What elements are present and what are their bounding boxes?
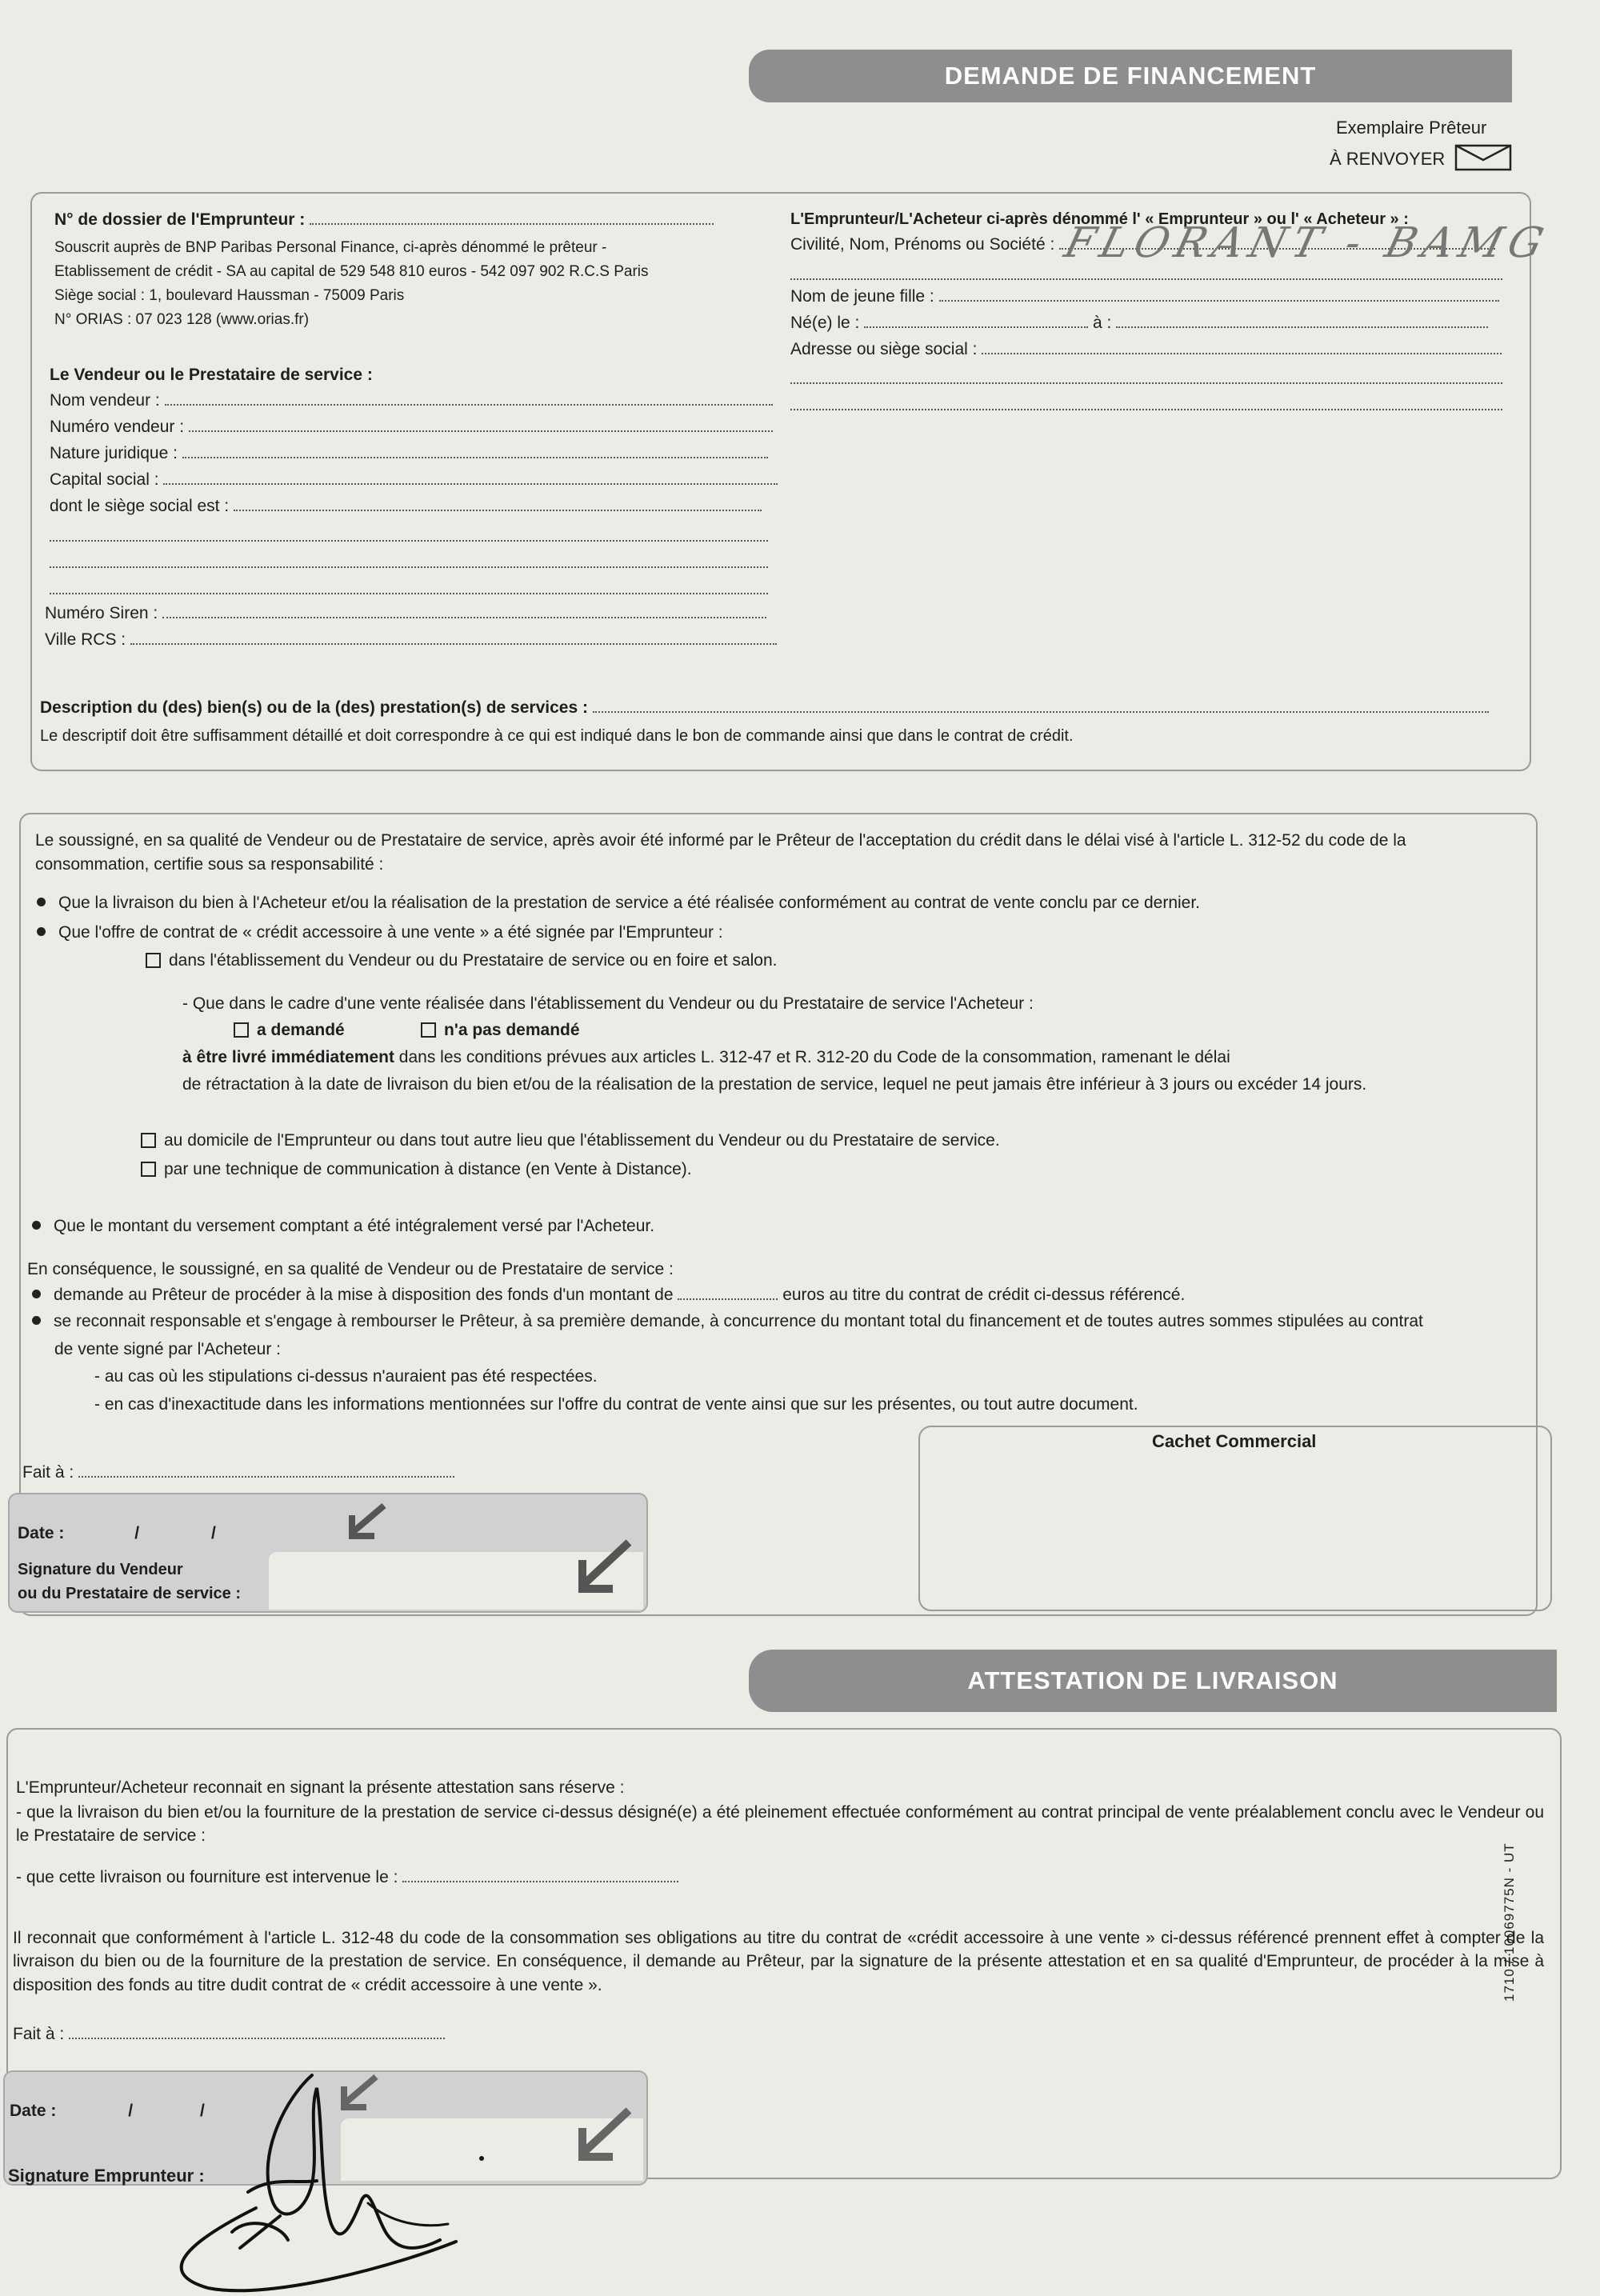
- bullet-signed: [37, 922, 723, 943]
- borrower-made-at: [13, 2024, 445, 2045]
- seller-seat-line-2[interactable]: [50, 540, 768, 542]
- option-home: [141, 1130, 1000, 1151]
- establishment-checkbox[interactable]: [146, 953, 161, 968]
- distance-checkbox[interactable]: [141, 1162, 156, 1177]
- lender-line-3: Siège social : 1, boulevard Haussman - 75009 Paris: [54, 287, 405, 304]
- lender-line-4: N° ORIAS : 07 023 128 (www.orias.fr): [54, 311, 310, 328]
- seller-heading: Le Vendeur ou le Prestataire de service :: [50, 366, 373, 384]
- seller-rcs-field[interactable]: [130, 643, 777, 645]
- delivery-date-label: - que cette livraison ou fourniture est intervenue le :: [16, 1868, 398, 1886]
- seller-rcs-row: [45, 630, 777, 650]
- not-asked-checkbox[interactable]: [421, 1022, 436, 1038]
- bullet-payment: [32, 1216, 654, 1237]
- made-at-label: Fait à :: [22, 1463, 74, 1482]
- certification-intro: Le soussigné, en sa qualité de Vendeur ou de Prestataire de service, après avoir été informé par le Prêteur de l'acceptation du crédit dans le délai visé à l'article L. 312-52 du code de la consommation, certifie sous sa responsabilité :: [35, 831, 1406, 874]
- attestation-item-2: [16, 1867, 678, 1888]
- description-label: Description du (des) bien(s) ou de la (des) prestation(s) de services :: [40, 698, 588, 717]
- address-line-3[interactable]: [790, 409, 1502, 410]
- seller-siren-row: [45, 603, 766, 624]
- seller-sig-line-1: Signature du Vendeur: [18, 1561, 183, 1578]
- document-title: DEMANDE DE FINANCEMENT: [944, 62, 1317, 90]
- seller-capital-field[interactable]: [163, 483, 778, 485]
- dossier-text: N° de dossier de l'Emprunteur :: [54, 210, 306, 229]
- bullet-delivery-text: Que la livraison du bien à l'Acheteur et/ou la réalisation de la prestation de service a été réalisée conformément au contrat de vente conclu par ce dernier.: [58, 894, 1201, 912]
- maiden-label: Nom de jeune fille :: [790, 287, 934, 306]
- asked-text: a demandé: [257, 1021, 345, 1039]
- dash-line-2: - en cas d'inexactitude dans les informations mentionnées sur l'offre du contrat de vente ainsi que sur les présentes, ou tout autre document.: [94, 1395, 1138, 1414]
- delivered-rest: dans les conditions prévues aux articles L. 312-47 et R. 312-20 du Code de la consommation, ramenant le délai: [398, 1048, 1230, 1066]
- borrower-made-at-field[interactable]: [69, 2038, 445, 2039]
- seller-rcs-label: Ville RCS :: [45, 630, 126, 649]
- responsibility-text: se reconnait responsable et s'engage à rembourser le Prêteur, à sa première demande, à concurrence du montant total du financement et de toutes autres sommes stipulées au contrat: [54, 1312, 1423, 1330]
- description-row: [40, 698, 1489, 718]
- seller-date-label: Date :: [18, 1524, 65, 1542]
- attestation-title: ATTESTATION DE LIVRAISON: [967, 1666, 1338, 1694]
- seller-seat-line-3[interactable]: [50, 566, 768, 568]
- bullet-dot: [32, 1316, 41, 1325]
- seller-name-row: [50, 390, 773, 411]
- envelope-icon: [1454, 144, 1512, 171]
- civility-label: Civilité, Nom, Prénoms ou Société :: [790, 235, 1055, 254]
- maiden-row: [790, 286, 1499, 307]
- borrower-handwritten-signature: [160, 2064, 496, 2296]
- sign-here-arrow-icon: [563, 1536, 640, 1605]
- bullet-dot: [32, 1290, 41, 1298]
- civility-handwritten: FLORANT - BAMG: [1059, 219, 1554, 267]
- seller-date-row: Date : / /: [18, 1524, 216, 1542]
- distance-text: par une technique de communication à distance (en Vente à Distance).: [164, 1160, 692, 1178]
- return-text: À RENVOYER: [1330, 149, 1446, 169]
- sub-intro: - Que dans le cadre d'une vente réalisée dans l'établissement du Vendeur ou du Prestataire de service l'Acheteur :: [182, 994, 1034, 1013]
- seller-siren-label: Numéro Siren :: [45, 604, 158, 622]
- borrower-date-row: Date : / /: [10, 2102, 205, 2120]
- dash-line-1: - au cas où les stipulations ci-dessus n'auraient pas été respectées.: [94, 1367, 598, 1386]
- option-establishment: [146, 950, 777, 971]
- seller-number-field[interactable]: [189, 430, 773, 432]
- bullet-dot: [37, 898, 46, 906]
- borrower-made-at-label: Fait à :: [13, 2025, 65, 2043]
- attestation-item-1: - que la livraison du bien et/ou la fourniture de la prestation de service ci-dessus désigné(e) a été pleinement effectuée conformément au contrat principal de vente préalablement conclu avec le Vendeur ou le Prestataire de service :: [16, 1803, 1544, 1845]
- address-line-2[interactable]: [790, 382, 1502, 384]
- attestation-paragraph: Il reconnait que conformément à l'article L. 312-48 du code de la consommation ses obligations au titre du contrat de «crédit accessoire à une vente » ci-dessus référencé prennent effet à compter de la livraison du bien ou de la fourniture de la prestation de service. En conséquence, il demande au Prêteur, par la signature de la présente attestation et en sa qualité d'Emprunteur, de procéder à la mise à disposition des fonds au titre dudit contrat de « crédit accessoire à une vente ».: [13, 1929, 1544, 1994]
- description-field[interactable]: [593, 711, 1489, 713]
- seller-legal-row: [50, 443, 768, 464]
- born-row: [790, 313, 1488, 334]
- return-label: [1330, 144, 1512, 171]
- bullet-payment-text: Que le montant du versement comptant a été intégralement versé par l'Acheteur.: [54, 1217, 655, 1235]
- copy-label: Exemplaire Prêteur: [1336, 118, 1487, 138]
- delivered-line: [182, 1047, 1230, 1068]
- seller-capital-label: Capital social :: [50, 470, 159, 489]
- seller-siren-field[interactable]: [162, 617, 766, 618]
- dossier-field[interactable]: [310, 223, 714, 225]
- side-reference: 1710 / 10069775N - UT: [1502, 1842, 1517, 2002]
- responsibility-line: [32, 1311, 1423, 1332]
- attestation-intro: L'Emprunteur/Acheteur reconnait en signant la présente attestation sans réserve :: [16, 1778, 625, 1797]
- option-distance: [141, 1159, 692, 1180]
- request-line: [32, 1285, 1185, 1306]
- delivered-bold: à être livré immédiatement: [182, 1048, 394, 1066]
- borrower-date-label: Date :: [10, 2102, 57, 2120]
- bullet-dot: [32, 1221, 41, 1230]
- lender-line-2: Etablissement de crédit - SA au capital de 529 548 810 euros - 542 097 902 R.C.S Paris: [54, 263, 649, 280]
- asked-checkbox[interactable]: [234, 1022, 249, 1038]
- maiden-field[interactable]: [939, 300, 1499, 302]
- responsibility-line-2: de vente signé par l'Acheteur :: [54, 1340, 282, 1358]
- seller-seat-line-4[interactable]: [50, 593, 768, 594]
- borrower-sig-label: Signature Emprunteur :: [8, 2166, 205, 2186]
- bullet-dot: [37, 927, 46, 936]
- dossier-label: [54, 210, 714, 230]
- sign-here-arrow-icon: [563, 2104, 640, 2173]
- born-place-field[interactable]: [1116, 326, 1488, 328]
- seller-legal-field[interactable]: [182, 457, 768, 458]
- not-asked-text: n'a pas demandé: [444, 1021, 580, 1039]
- asked-option: [234, 1020, 345, 1041]
- bullet-delivery: [37, 893, 1200, 914]
- seller-name-label: Nom vendeur :: [50, 391, 160, 410]
- amount-field[interactable]: [678, 1298, 778, 1300]
- seller-name-field[interactable]: [165, 404, 773, 406]
- stamp-label: Cachet Commercial: [1152, 1431, 1317, 1451]
- address-field[interactable]: [982, 353, 1502, 354]
- seller-capital-row: [50, 470, 778, 490]
- title-banner: [749, 50, 1512, 102]
- seller-number-row: [50, 417, 773, 438]
- lender-line-1: Souscrit auprès de BNP Paribas Personal Finance, ci-après dénommé le prêteur -: [54, 239, 607, 256]
- seller-number-label: Numéro vendeur :: [50, 418, 185, 436]
- home-text: au domicile de l'Emprunteur ou dans tout autre lieu que l'établissement du Vendeur ou du Prestataire de service.: [164, 1131, 1000, 1150]
- sign-here-arrow-icon: [336, 1501, 392, 1549]
- civility-line-2[interactable]: [790, 278, 1502, 280]
- seller-made-at-field[interactable]: [78, 1476, 454, 1478]
- seller-seat-row: [50, 496, 762, 517]
- delivery-date-field[interactable]: [402, 1881, 678, 1882]
- seller-seat-label: dont le siège social est :: [50, 497, 230, 515]
- born-at-label: à :: [1093, 314, 1112, 332]
- request-text-b: euros au titre du contrat de crédit ci-dessus référencé.: [782, 1286, 1186, 1304]
- retraction-line: de rétractation à la date de livraison du bien et/ou de la réalisation de la prestation de service, lequel ne peut jamais être inférieur à 3 jours ou excéder 14 jours.: [182, 1075, 1367, 1094]
- bullet-signed-text: Que l'offre de contrat de « crédit accessoire à une vente » a été signée par l'Emprunteur :: [58, 923, 723, 942]
- seller-legal-label: Nature juridique :: [50, 444, 178, 462]
- not-asked-option: [421, 1020, 580, 1041]
- stamp-box[interactable]: [918, 1426, 1552, 1611]
- born-label: Né(e) le :: [790, 314, 860, 332]
- borrower-heading: L'Emprunteur/L'Acheteur ci-après dénommé l' « Emprunteur » ou l' « Acheteur » :: [790, 210, 1409, 228]
- born-date-field[interactable]: [864, 326, 1088, 328]
- home-checkbox[interactable]: [141, 1133, 156, 1148]
- seller-made-at: [22, 1462, 454, 1483]
- address-row: [790, 339, 1502, 360]
- consequence-line: En conséquence, le soussigné, en sa qualité de Vendeur ou de Prestataire de service :: [27, 1260, 674, 1278]
- address-label: Adresse ou siège social :: [790, 340, 978, 358]
- request-text-a: demande au Prêteur de procéder à la mise à disposition des fonds d'un montant de: [54, 1286, 674, 1304]
- description-note: Le descriptif doit être suffisamment détaillé et doit correspondre à ce qui est indiqué dans le bon de commande ainsi que dans le contrat de crédit.: [40, 727, 1074, 745]
- seller-sig-line-2: ou du Prestataire de service :: [18, 1585, 242, 1602]
- establishment-text: dans l'établissement du Vendeur ou du Prestataire de service ou en foire et salon.: [169, 951, 778, 970]
- attestation-banner: [749, 1650, 1557, 1712]
- seller-seat-field[interactable]: [234, 510, 762, 511]
